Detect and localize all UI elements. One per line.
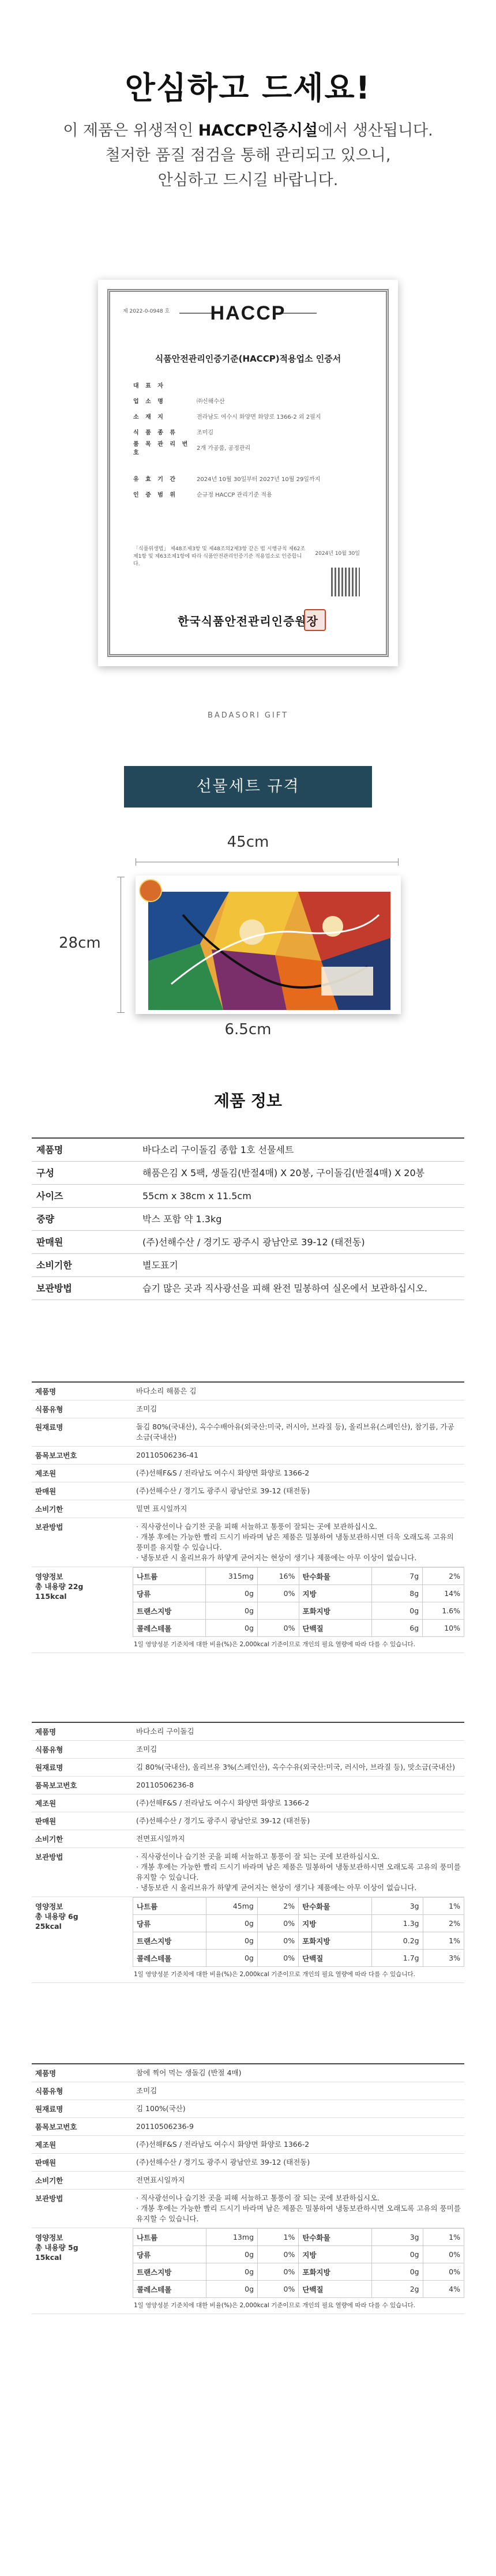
nutrition-cell: 0% <box>423 2246 464 2263</box>
product-detail-value: 조미김 <box>136 1405 157 1413</box>
nutrition-cell: 6g <box>371 1620 422 1637</box>
product-detail-row <box>32 1722 464 1741</box>
dimension-tick <box>398 858 399 866</box>
certificate-field-key: 소 재 지 <box>133 414 166 420</box>
official-seal-icon <box>304 609 326 631</box>
product-detail-key: 식품유형 <box>35 2087 63 2096</box>
product-info-key: 소비기한 <box>32 1254 138 1277</box>
nutrition-cell: 나트륨 <box>133 1568 206 1585</box>
product-detail-value: 20110506236-8 <box>136 1781 194 1789</box>
nutrition-cell: 콜레스테롤 <box>133 1620 206 1637</box>
nutrition-row <box>133 1620 464 1637</box>
product-detail-key: 소비기한 <box>35 1505 63 1514</box>
nutrition-cell: 콜레스테롤 <box>133 2281 206 2298</box>
nutrition-cell: 단백질 <box>299 1950 372 1967</box>
product-detail-key: 제품명 <box>35 1728 57 1736</box>
certificate-issuer: 한국식품안전관리인증원장 <box>178 614 318 628</box>
nutrition-cell: 트랜스지방 <box>133 2263 206 2281</box>
certificate-field-value: 순규정 HACCP 관리기준 적용 <box>197 492 272 498</box>
product-info-key: 제품명 <box>32 1138 138 1162</box>
nutrition-cell: 0g <box>206 1602 258 1620</box>
product-detail-row <box>32 1741 464 1759</box>
nutrition-cell: 1.6% <box>423 1602 464 1620</box>
nutrition-cell: 4% <box>423 2281 464 2298</box>
nutrition-cell: 7g <box>371 1568 422 1585</box>
product-info-row <box>32 1138 464 1162</box>
certificate-field <box>133 424 375 440</box>
product-info-value: 해품은김 X 5팩, 생돌김(반절4매) X 20봉, 구이돌김(반절4매) X 20봉 <box>138 1162 464 1185</box>
nutrition-cell: 3g <box>372 2229 423 2246</box>
certificate-field <box>133 471 375 486</box>
nutrition-block <box>32 2228 464 2314</box>
nutrition-cell: 45mg <box>206 1898 257 1915</box>
product-detail-row <box>32 1418 464 1447</box>
product-detail-key: 보관방법 <box>35 1853 63 1861</box>
nutrition-cell: 트랜스지방 <box>133 1932 206 1950</box>
nutrition-cell: 0% <box>257 1950 298 1967</box>
product-detail-key: 품목보고번호 <box>35 2123 77 2131</box>
nutrition-cell: 0.2g <box>371 1932 423 1950</box>
certificate-field <box>133 408 375 424</box>
product-detail-key: 원재료명 <box>35 1763 63 1772</box>
product-detail-key: 제품명 <box>35 1387 57 1396</box>
product-detail-value: 바다소리 해품은 김 <box>136 1387 197 1395</box>
nutrition-table <box>133 1897 464 1967</box>
brand-badge-icon <box>139 879 162 902</box>
product-detail-row <box>32 2100 464 2118</box>
nutrition-label: 영양정보 총 내용량 5g 15kcal <box>35 2233 78 2262</box>
certificate-field <box>133 486 375 502</box>
abstract-painting-image <box>148 892 390 1010</box>
nutrition-cell: 0g <box>371 1602 422 1620</box>
product-detail-key: 소비기한 <box>35 2176 63 2185</box>
nutrition-row <box>133 1932 464 1950</box>
certificate-field-value: 2개 가공품, 공정관리 <box>197 445 251 452</box>
certificate-field-key: 인 증 범 위 <box>133 492 178 498</box>
product-detail-value: (주)선해F&S / 전라남도 여수시 화양면 화양로 1366-2 <box>136 1469 310 1477</box>
certificate-field-key: 업 소 명 <box>133 399 166 405</box>
product-detail-value: 김 80%(국내산), 올리브유 3%(스페인산), 옥수수유(외국산:미국, 러시아, 브라질 등), 맛소금(국내산) <box>136 1763 456 1771</box>
nutrition-cell: 1% <box>423 1898 464 1915</box>
nutrition-cell: 0% <box>257 1932 298 1950</box>
nutrition-cell: 0g <box>206 1915 257 1932</box>
product-detail-row <box>32 1759 464 1777</box>
product-detail-row <box>32 2154 464 2172</box>
certificate-field <box>133 440 375 455</box>
certificate-field-value: ㈜신해수산 <box>197 399 225 405</box>
product-info-row <box>32 1162 464 1185</box>
intro-line-1-pre: 이 제품은 위생적인 <box>63 122 198 140</box>
nutrition-cell: 1.7g <box>371 1950 423 1967</box>
nutrition-row <box>133 1898 464 1915</box>
nutrition-row <box>133 1568 464 1585</box>
certificate-title: 식품안전관리인증기준(HACCP)적용업소 인증서 <box>155 354 341 364</box>
nutrition-row <box>133 2246 464 2263</box>
nutrition-cell: 3% <box>423 1950 464 1967</box>
nutrition-cell: 단백질 <box>299 2281 372 2298</box>
nutrition-cell: 2% <box>423 1915 464 1932</box>
product-detail-row <box>32 1830 464 1848</box>
nutrition-cell: 콜레스테롤 <box>133 1950 206 1967</box>
product-detail-value: (주)선해수산 / 경기도 광주시 광남안로 39-12 (태전동) <box>136 1486 310 1495</box>
certificate-field-key: 식 품 종 류 <box>133 430 178 436</box>
product-detail-value: 바다소리 구이돌김 <box>136 1727 194 1736</box>
certificate-field-key: 대 표 자 <box>133 383 166 389</box>
product-detail-value: 조미김 <box>136 1745 157 1753</box>
nutrition-cell: 14% <box>423 1585 464 1602</box>
certificate-border <box>107 289 389 657</box>
product-detail-row <box>32 2172 464 2190</box>
nutrition-cell: 포화지방 <box>299 1932 372 1950</box>
product-detail-row <box>32 1777 464 1794</box>
nutrition-cell: 0g <box>206 1932 257 1950</box>
nutrition-cell: 0g <box>206 1620 258 1637</box>
haccp-certificate <box>98 280 398 666</box>
product-info-key: 중량 <box>32 1208 138 1231</box>
nutrition-cell: 탄수화물 <box>299 1898 372 1915</box>
product-detail-value: · 직사광선이나 습기찬 곳을 피해 서늘하고 통풍이 잘 되는 곳에 보관하십시오. · 개봉 후에는 가능한 빨리 드시기 바라며 남은 제품은 밀봉하여 냉동보관하시면 오래도록 고유의 풍미를 유지할 수 있습니다. · 냉동보관 시 올리브유가 하얗게 굳어지는 현상이 생기나 제품에는 아무 이상이 없습니다. <box>136 1852 461 1892</box>
product-detail-value: 조미김 <box>136 2086 157 2095</box>
nutrition-block <box>32 1897 464 1983</box>
nutrition-cell: 3g <box>371 1898 423 1915</box>
product-detail-row <box>32 1447 464 1465</box>
nutrition-cell: 0g <box>206 2281 257 2298</box>
product-detail-row <box>32 1500 464 1518</box>
intro-line-1 <box>0 118 496 143</box>
nutrition-cell: 0% <box>423 2263 464 2281</box>
certificate-field-value: 2024년 10월 30일부터 2027년 10월 29일까지 <box>197 476 321 483</box>
product-detail-key: 품목보고번호 <box>35 1451 77 1460</box>
certificate-date: 2024년 10월 30일 <box>315 551 360 557</box>
nutrition-label: 영양정보 총 내용량 22g 115kcal <box>35 1572 84 1601</box>
product-detail-key: 보관방법 <box>35 1523 63 1531</box>
product-info-title: 제품 정보 <box>214 1091 282 1110</box>
product-info-value: 바다소리 구이돌김 종합 1호 선물세트 <box>138 1138 464 1162</box>
product-detail-value: 전면표시일까지 <box>136 1834 185 1843</box>
certificate-field-key: 품 목 관 리 번 호 <box>133 441 190 456</box>
nutrition-cell: 지방 <box>299 2246 372 2263</box>
product-detail-key: 판매원 <box>35 1487 57 1496</box>
product-info-row <box>32 1185 464 1208</box>
nutrition-cell: 1% <box>258 2229 299 2246</box>
nutrition-cell: 0g <box>372 2246 423 2263</box>
nutrition-cell: 당류 <box>133 1585 206 1602</box>
nutrition-cell: 0% <box>258 2263 299 2281</box>
nutrition-cell: 0% <box>257 1620 299 1637</box>
nutrition-cell: 당류 <box>133 2246 206 2263</box>
haccp-logo: HACCP <box>210 302 286 324</box>
nutrition-cell: 단백질 <box>299 1620 371 1637</box>
product-info-row <box>32 1277 464 1300</box>
product-detail-key: 보관방법 <box>35 2194 63 2203</box>
certificate-field-value: 조미김 <box>197 430 213 436</box>
certificate-field-key: 유 효 기 간 <box>133 476 178 483</box>
product-detail-value: 전면표시일까지 <box>136 2176 185 2184</box>
product-detail-row <box>32 1381 464 1400</box>
product-info-value: 박스 포함 약 1.3kg <box>138 1208 464 1231</box>
product-detail-row <box>32 1482 464 1500</box>
nutrition-cell: 13mg <box>206 2229 257 2246</box>
product-detail-row <box>32 1794 464 1812</box>
nutrition-cell: 0g <box>206 2263 257 2281</box>
product-info-key: 보관방법 <box>32 1277 138 1300</box>
certificate-field-value: 전라남도 여수시 화양면 화양로 1366-2 외 2필지 <box>197 414 321 420</box>
product-detail-key: 식품유형 <box>35 1405 63 1414</box>
qr-code-icon <box>331 568 360 596</box>
nutrition-cell: 0g <box>206 1950 257 1967</box>
nutrition-cell: 포화지방 <box>299 1602 371 1620</box>
nutrition-cell: 2% <box>423 1568 464 1585</box>
nutrition-content <box>133 1567 464 1653</box>
nutrition-cell: 나트륨 <box>133 1898 206 1915</box>
nutrition-cell: 2% <box>257 1898 298 1915</box>
product-info-value: 별도표기 <box>138 1254 464 1277</box>
product-detail-row <box>32 2190 464 2228</box>
product-detail-value: 김 100%(국산) <box>136 2104 186 2113</box>
product-info-value: 습기 많은 곳과 직사광선을 피해 완전 밀봉하여 실온에서 보관하십시오. <box>138 1277 464 1300</box>
product-section <box>32 2063 464 2314</box>
product-section <box>32 1722 464 1983</box>
product-info-key: 구성 <box>32 1162 138 1185</box>
product-detail-value: 20110506236-41 <box>136 1451 198 1459</box>
product-detail-value: · 직사광선이나 습기찬 곳을 피해 서늘하고 통풍이 잘 되는 곳에 보관하십시오. · 개봉 후에는 가능한 빨리 드시기 바라며 남은 제품은 밀봉하여 냉동보관하시면 오래도록 고유의 풍미를 유지할 수 있습니다. <box>136 2194 461 2223</box>
product-info-value: 55cm x 38cm x 11.5cm <box>138 1185 464 1208</box>
nutrition-cell: 10% <box>423 1620 464 1637</box>
product-detail-value: (주)선해F&S / 전라남도 여수시 화양면 화양로 1366-2 <box>136 2140 310 2149</box>
brand-footer: BADASORI GIFT <box>207 711 289 720</box>
nutrition-cell: 탄수화물 <box>299 2229 372 2246</box>
nutrition-cell: 0% <box>257 1585 299 1602</box>
product-detail-key: 제조원 <box>35 1469 57 1478</box>
certificate-field <box>133 377 375 393</box>
nutrition-cell: 16% <box>257 1568 299 1585</box>
nutrition-cell: 315mg <box>206 1568 258 1585</box>
product-detail-value: 20110506236-9 <box>136 2122 194 2131</box>
nutrition-cell: 1% <box>423 1932 464 1950</box>
nutrition-cell: 포화지방 <box>299 2263 372 2281</box>
product-info-value: (주)선해수산 / 경기도 광주시 광남안로 39-12 (태전동) <box>138 1231 464 1254</box>
product-detail-key: 소비기한 <box>35 1835 63 1843</box>
nutrition-note: 1일 영양성분 기준치에 대한 비율(%)은 2,000kcal 기준이므로 개인의 필요 열량에 따라 다를 수 있습니다. <box>134 1971 415 1978</box>
nutrition-table <box>133 2228 464 2298</box>
nutrition-cell: 지방 <box>299 1585 371 1602</box>
nutrition-content <box>133 2228 464 2314</box>
product-detail-key: 제조원 <box>35 2141 57 2149</box>
dimension-width-label: 45cm <box>227 833 269 851</box>
dimension-height-label: 28cm <box>59 934 101 952</box>
certificate-body-text: 「식품위생법」 제48조제3항 및 제48조의2제3항 같은 법 시행규칙 제62조제1항 및 제63조제1항에 따라 식품안전관리인증기준 적용업소로 인증합니다. <box>133 546 306 567</box>
intro-line-1-post: 에서 생산됩니다. <box>317 122 433 140</box>
product-detail-value: (주)선해수산 / 경기도 광주시 광남안로 39-12 (태전동) <box>136 2158 310 2166</box>
nutrition-cell: 0g <box>206 2246 257 2263</box>
intro-text <box>0 118 496 193</box>
nutrition-row <box>133 1950 464 1967</box>
gift-box-image <box>136 876 401 1014</box>
product-detail-row <box>32 2136 464 2154</box>
product-detail-row <box>32 2063 464 2082</box>
product-detail-value: (주)선해수산 / 경기도 광주시 광남안로 39-12 (태전동) <box>136 1816 310 1825</box>
product-info-key: 사이즈 <box>32 1185 138 1208</box>
intro-line-3: 안심하고 드시길 바랍니다. <box>157 171 339 189</box>
intro-haccp-highlight: HACCP인증시설 <box>198 122 318 140</box>
product-detail-value: 돌김 80%(국내산), 옥수수배아유(외국산:미국, 러시아, 브라질 등), 올리브유(스페인산), 참기름, 가공소금(국내산) <box>136 1422 454 1441</box>
nutrition-cell <box>257 1602 299 1620</box>
hero-title: 안심하고 드세요! <box>125 70 371 106</box>
product-info-row <box>32 1231 464 1254</box>
nutrition-cell: 지방 <box>299 1915 372 1932</box>
nutrition-cell: 1% <box>423 2229 464 2246</box>
product-detail-row <box>32 2118 464 2136</box>
intro-line-2: 철저한 품질 점검을 통해 관리되고 있으니, <box>105 147 391 164</box>
product-detail-key: 품목보고번호 <box>35 1781 77 1790</box>
nutrition-label: 영양정보 총 내용량 6g 25kcal <box>35 1902 78 1931</box>
nutrition-row <box>133 1915 464 1932</box>
product-detail-value: (주)선해F&S / 전라남도 여수시 화양면 화양로 1366-2 <box>136 1798 310 1807</box>
nutrition-cell: 탄수화물 <box>299 1568 371 1585</box>
product-detail-value: 밑면 표시일까지 <box>136 1504 187 1513</box>
product-detail-key: 원재료명 <box>35 2105 63 2113</box>
product-info-key: 판매원 <box>32 1231 138 1254</box>
nutrition-content <box>133 1897 464 1982</box>
product-info-table <box>32 1137 464 1300</box>
nutrition-cell: 트랜스지방 <box>133 1602 206 1620</box>
product-detail-key: 판매원 <box>35 2158 57 2167</box>
nutrition-note: 1일 영양성분 기준치에 대한 비율(%)은 2,000kcal 기준이므로 개인의 필요 열량에 따라 다를 수 있습니다. <box>134 1641 415 1648</box>
product-detail-key: 판매원 <box>35 1817 57 1826</box>
product-detail-key: 식품유형 <box>35 1745 63 1754</box>
certificate-number: 제 2022-0-0948 호 <box>123 309 170 314</box>
product-detail-row <box>32 1465 464 1482</box>
nutrition-cell: 0g <box>372 2263 423 2281</box>
nutrition-cell: 당류 <box>133 1915 206 1932</box>
product-detail-row <box>32 1518 464 1567</box>
dimension-tick <box>117 1012 125 1013</box>
nutrition-cell: 0% <box>258 2246 299 2263</box>
product-info-row <box>32 1254 464 1277</box>
nutrition-table <box>133 1567 464 1637</box>
product-detail-row <box>32 1812 464 1830</box>
nutrition-row <box>133 1602 464 1620</box>
product-detail-key: 원재료명 <box>35 1423 63 1432</box>
nutrition-cell: 나트륨 <box>133 2229 206 2246</box>
nutrition-block <box>32 1567 464 1653</box>
nutrition-cell: 0g <box>206 1585 258 1602</box>
dimension-depth-label: 6.5cm <box>224 1021 272 1038</box>
nutrition-cell: 0% <box>257 1915 298 1932</box>
product-detail-value: 참에 찍어 먹는 생돌김 (반절 4매) <box>136 2068 242 2077</box>
nutrition-row <box>133 2281 464 2298</box>
box-artwork <box>148 892 390 1010</box>
product-detail-key: 제조원 <box>35 1799 57 1808</box>
certificate-field <box>133 393 375 408</box>
nutrition-row <box>133 2263 464 2281</box>
certificate-field <box>133 455 375 471</box>
nutrition-row <box>133 1585 464 1602</box>
nutrition-cell: 2g <box>372 2281 423 2298</box>
product-info-row <box>32 1208 464 1231</box>
nutrition-row <box>133 2229 464 2246</box>
nutrition-cell: 8g <box>371 1585 422 1602</box>
product-detail-row <box>32 2082 464 2100</box>
product-section <box>32 1381 464 1653</box>
certificate-fields <box>133 377 375 502</box>
nutrition-cell: 0% <box>258 2281 299 2298</box>
product-detail-row <box>32 1848 464 1897</box>
gift-set-spec-banner: 선물세트 규격 <box>124 766 372 808</box>
product-detail-row <box>32 1400 464 1418</box>
product-detail-key: 제품명 <box>35 2069 57 2078</box>
product-detail-value: · 직사광선이나 습기찬 곳을 피해 서늘하고 통풍이 잘되는 곳에 보관하십시오. · 개봉 후에는 가능한 빨리 드시기 바라며 남은 제품은 밀봉하여 냉동보관하시면 더욱 오래도록 고유의 풍미를 유지할 수 있습니다. · 냉동보관 시 올리브유가 하얗게 굳어지는 현상이 생기나 제품에는 아무 이상이 없습니다. <box>136 1522 454 1562</box>
nutrition-cell: 1.3g <box>371 1915 423 1932</box>
nutrition-note: 1일 영양성분 기준치에 대한 비율(%)은 2,000kcal 기준이므로 개인의 필요 열량에 따라 다를 수 있습니다. <box>134 2302 415 2309</box>
